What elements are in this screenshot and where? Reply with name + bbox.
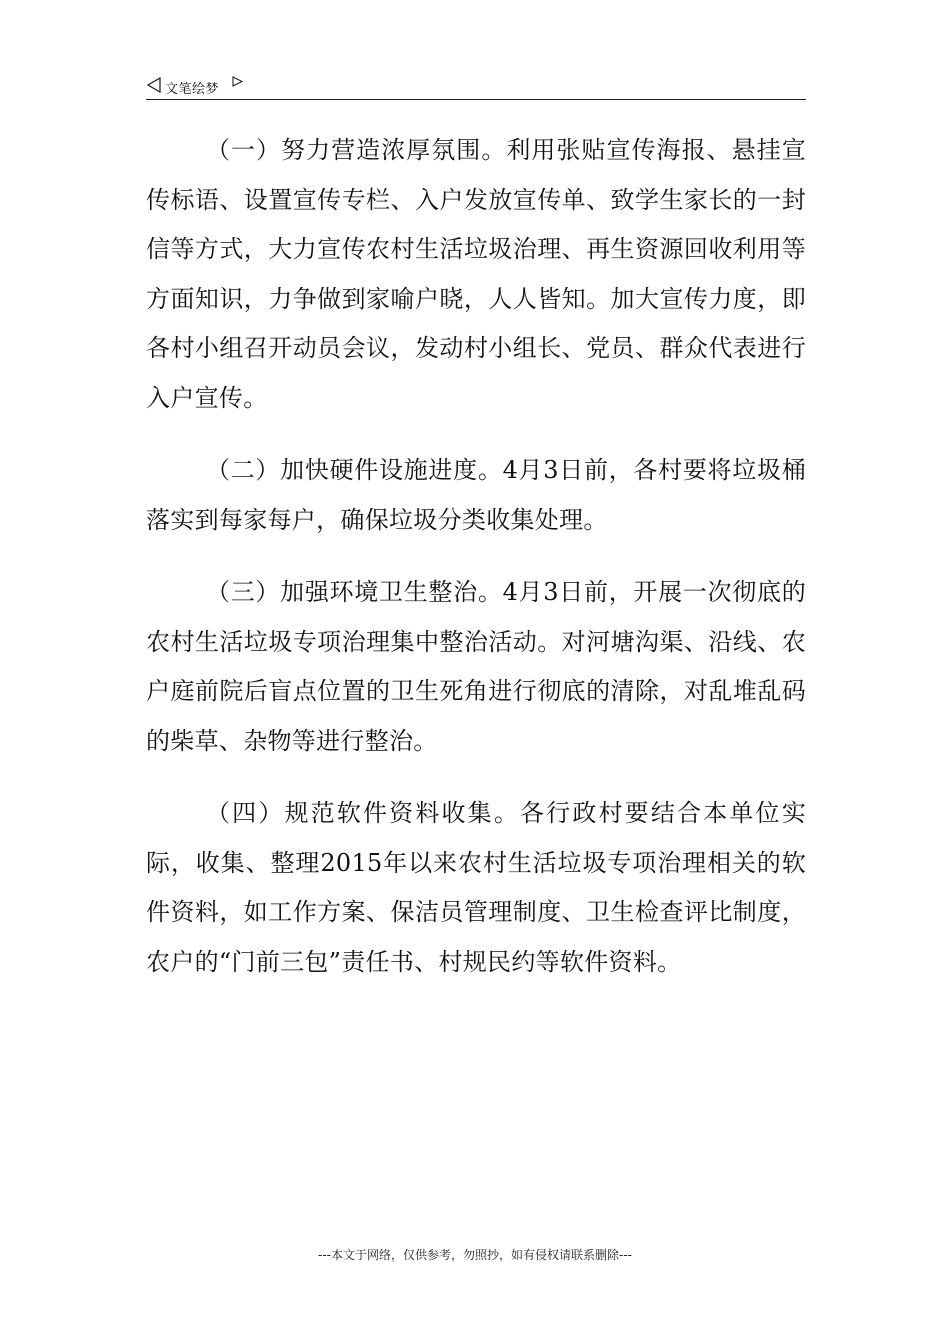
- triangle-left-outline-icon: [146, 77, 162, 93]
- document-body: [146, 126, 806, 1010]
- paragraph-2: （二）加快硬件设施进度。4月3日前，各村要将垃圾桶落实到每家每户，确保垃圾分类收集处理。: [146, 456, 806, 534]
- paragraph-1: （一）努力营造浓厚氛围。利用张贴宣传海报、悬挂宣传标语、设置宣传专栏、入户发放宣传单、致学生家长的一封信等方式，大力宣传农村生活垃圾治理、再生资源回收利用等方面知识，力争做到家喻户晓，人人皆知。加大宣传力度，即各村小组召开动员会议，发动村小组长、党员、群众代表进行入户宣传。: [146, 136, 806, 412]
- paragraph-4: （四）规范软件资料收集。各行政村要结合本单位实际，收集、整理2015年以来农村生活垃圾专项治理相关的软件资料，如工作方案、保洁员管理制度、卫生检查评比制度，农户的“门前三包”责任书、村规民约等软件资料。: [146, 799, 806, 976]
- page-footer: ---本文于网络，仅供参考，勿照抄，如有侵权请联系删除---: [318, 1248, 632, 1262]
- header-title: 文笔绘梦: [165, 82, 220, 97]
- page-header: [146, 73, 806, 100]
- paragraph-3: （三）加强环境卫生整治。4月3日前，开展一次彻底的农村生活垃圾专项治理集中整治活动。对河塘沟渠、沿线、农户庭前院后盲点位置的卫生死角进行彻底的清除，对乱堆乱码的柴草、杂物等进行整治。: [146, 578, 806, 755]
- triangle-right-outline-icon: [232, 76, 243, 87]
